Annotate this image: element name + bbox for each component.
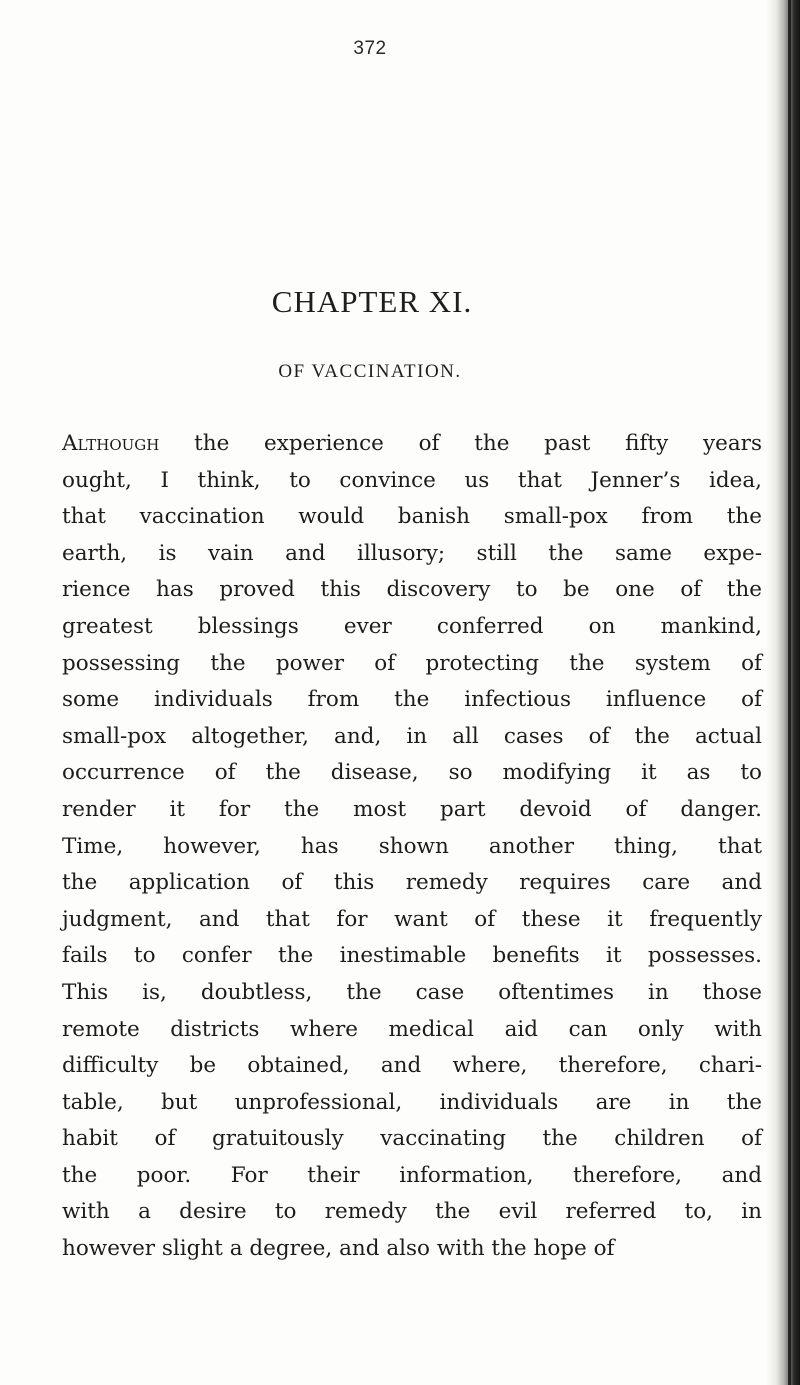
text-line: the poor. For their information, therefore, and <box>62 1162 762 1188</box>
text-line-content: the experience of the past fifty years <box>159 431 762 456</box>
text-line: with a desire to remedy the evil referred to, in <box>62 1199 762 1225</box>
section-title: OF VACCINATION. <box>278 361 462 382</box>
text-line: Time, however, has shown another thing, that <box>62 833 762 859</box>
body-paragraph <box>62 426 762 1268</box>
text-line <box>62 426 762 463</box>
text-line: however slight a degree, and also with the hope of <box>62 1236 615 1262</box>
text-line: judgment, and that for want of these it frequently <box>62 906 762 932</box>
opening-word: Although <box>62 431 160 456</box>
text-line: some individuals from the infectious influence of <box>62 687 762 713</box>
binding-edge <box>788 0 791 1385</box>
text-line: difficulty be obtained, and where, therefore, chari- <box>62 1053 762 1079</box>
text-line: rience has proved this discovery to be one of the <box>62 577 762 603</box>
text-line: that vaccination would banish small-pox from the <box>62 504 762 530</box>
text-line: remote districts where medical aid can only with <box>62 1016 762 1042</box>
chapter-title: CHAPTER XI. <box>271 284 473 319</box>
text-line: This is, doubtless, the case oftentimes in those <box>62 979 762 1005</box>
text-line: occurrence of the disease, so modifying it as to <box>62 760 762 786</box>
text-line: earth, is vain and illusory; still the same expe- <box>62 540 762 566</box>
text-line: render it for the most part devoid of danger. <box>62 796 762 822</box>
text-line: possessing the power of protecting the system of <box>62 650 762 676</box>
text-line: table, but unprofessional, individuals are in the <box>62 1089 762 1115</box>
page-number: 372 <box>353 38 387 59</box>
text-line: ought, I think, to convince us that Jenner’s idea, <box>62 467 762 493</box>
text-line: the application of this remedy requires care and <box>62 870 762 896</box>
binding-shadow <box>766 0 800 1385</box>
text-line: fails to confer the inestimable benefits it possesses. <box>62 943 762 969</box>
text-line: greatest blessings ever conferred on mankind, <box>62 613 762 639</box>
text-line: habit of gratuitously vaccinating the children of <box>62 1126 762 1152</box>
text-line: small-pox altogether, and, in all cases of the actual <box>62 723 762 749</box>
